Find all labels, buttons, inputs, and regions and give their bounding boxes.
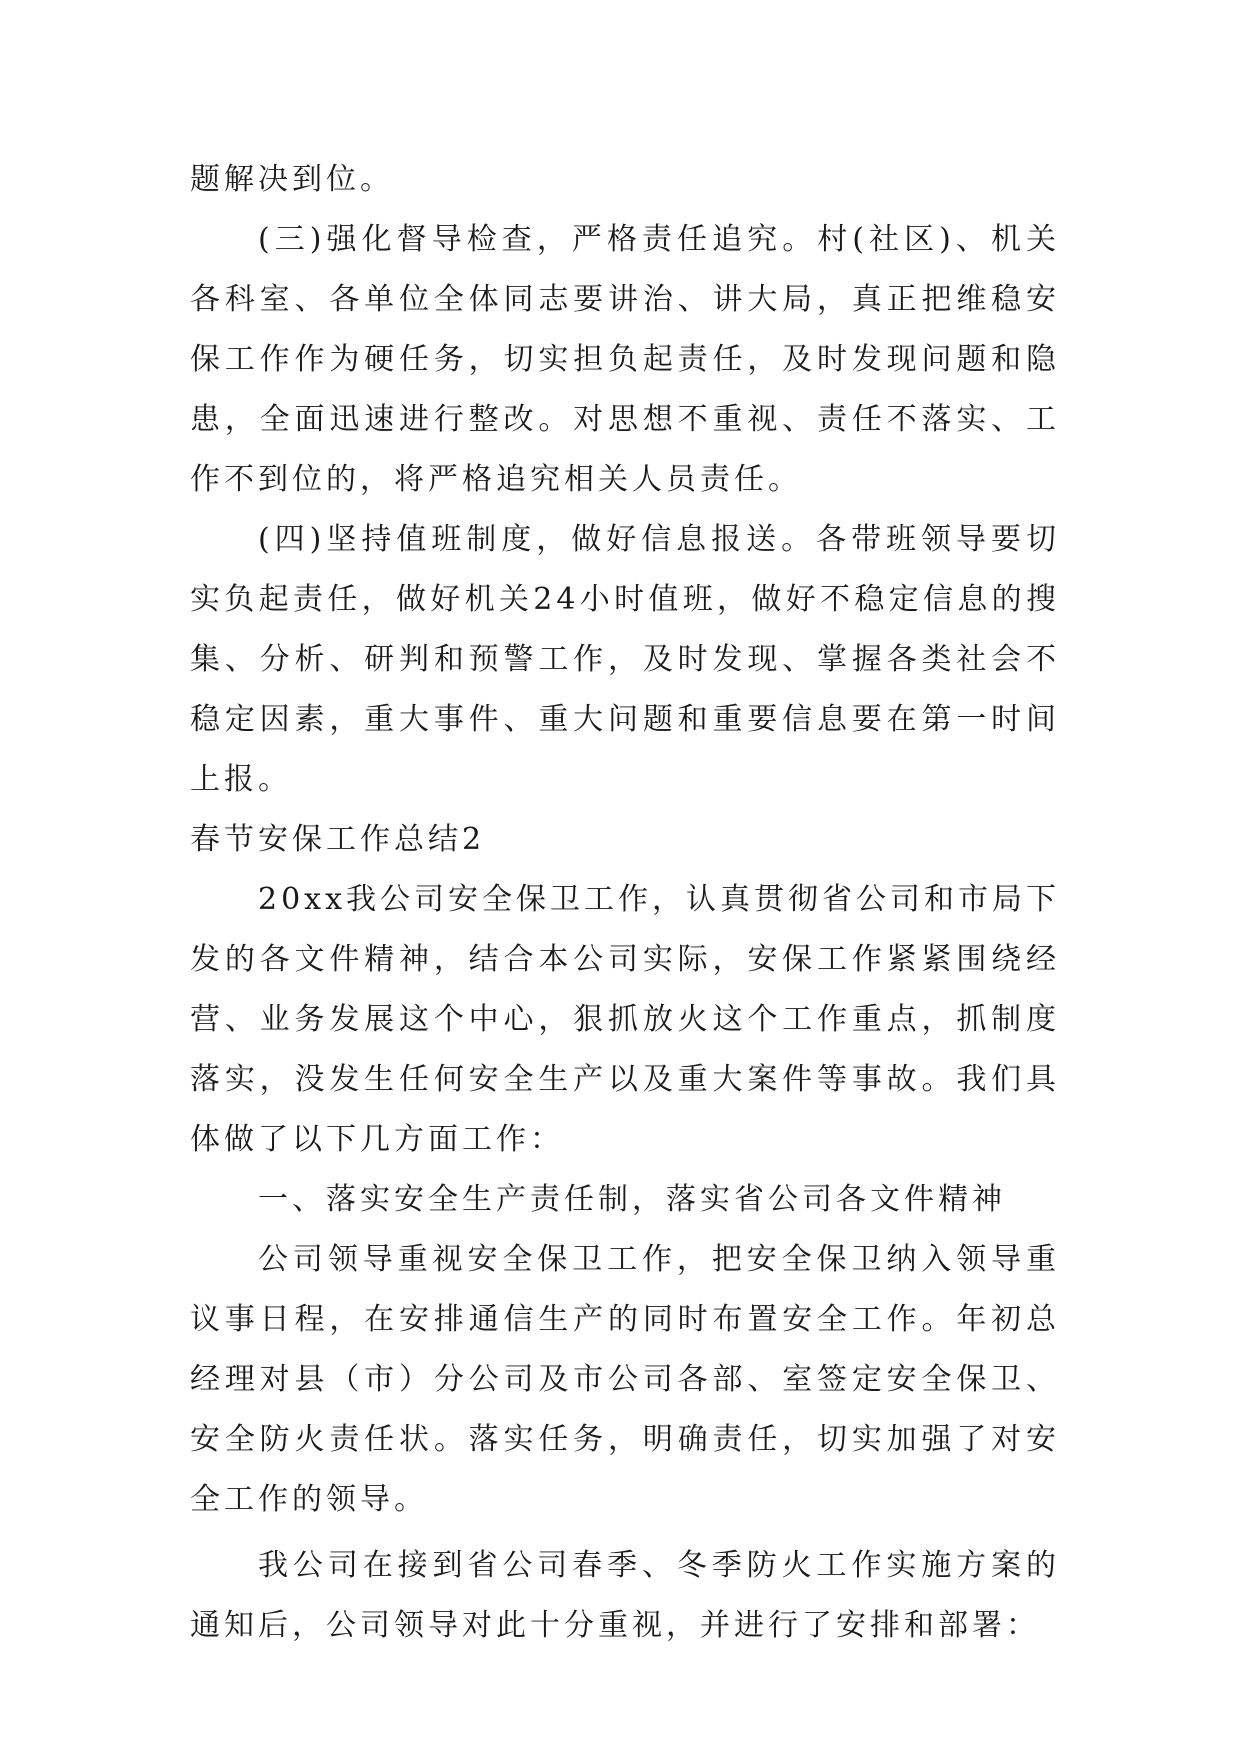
subheading-one: 一、落实安全生产责任制，落实省公司各文件精神 xyxy=(258,1182,1006,1217)
paragraph-fire-prevention: 我公司在接到省公司春季、冬季防火工作实施方案的通知后，公司领导对此十分重视，并进行了安排和部署： xyxy=(190,1548,1060,1643)
paragraph-continuation: 题解决到位。 xyxy=(190,162,394,197)
paragraph-leadership: 公司领导重视安全保卫工作，把安全保卫纳入领导重议事日程，在安排通信生产的同时布置安全工作。年初总经理对县（市）分公司及市公司各部、室签定安全保卫、安全防火责任状。落实任务，明确责任，切实加强了对安全工作的领导。 xyxy=(190,1242,1060,1517)
document-body xyxy=(190,150,1060,1656)
paragraph-intro: 20xx我公司安全保卫工作，认真贯彻省公司和市局下发的各文件精神，结合本公司实际，安保工作紧紧围绕经营、业务发展这个中心，狠抓放火这个工作重点，抓制度落实，没发生任何安全生产以及重大案件等事故。我们具体做了以下几方面工作： xyxy=(190,882,1061,1157)
section-title: 春节安保工作总结2 xyxy=(190,822,486,857)
paragraph-section-three: (三)强化督导检查，严格责任追究。村(社区)、机关各科室、各单位全体同志要讲治、讲大局，真正把维稳安保工作作为硬任务，切实担负起责任，及时发现问题和隐患，全面迅速进行整改。对思想不重视、责任不落实、工作不到位的，将严格追究相关人员责任。 xyxy=(190,222,1060,497)
paragraph-section-four: (四)坚持值班制度，做好信息报送。各带班领导要切实负起责任，做好机关24小时值班，做好不稳定信息的搜集、分析、研判和预警工作，及时发现、掌握各类社会不稳定因素，重大事件、重大问题和重要信息要在第一时间上报。 xyxy=(190,522,1060,797)
